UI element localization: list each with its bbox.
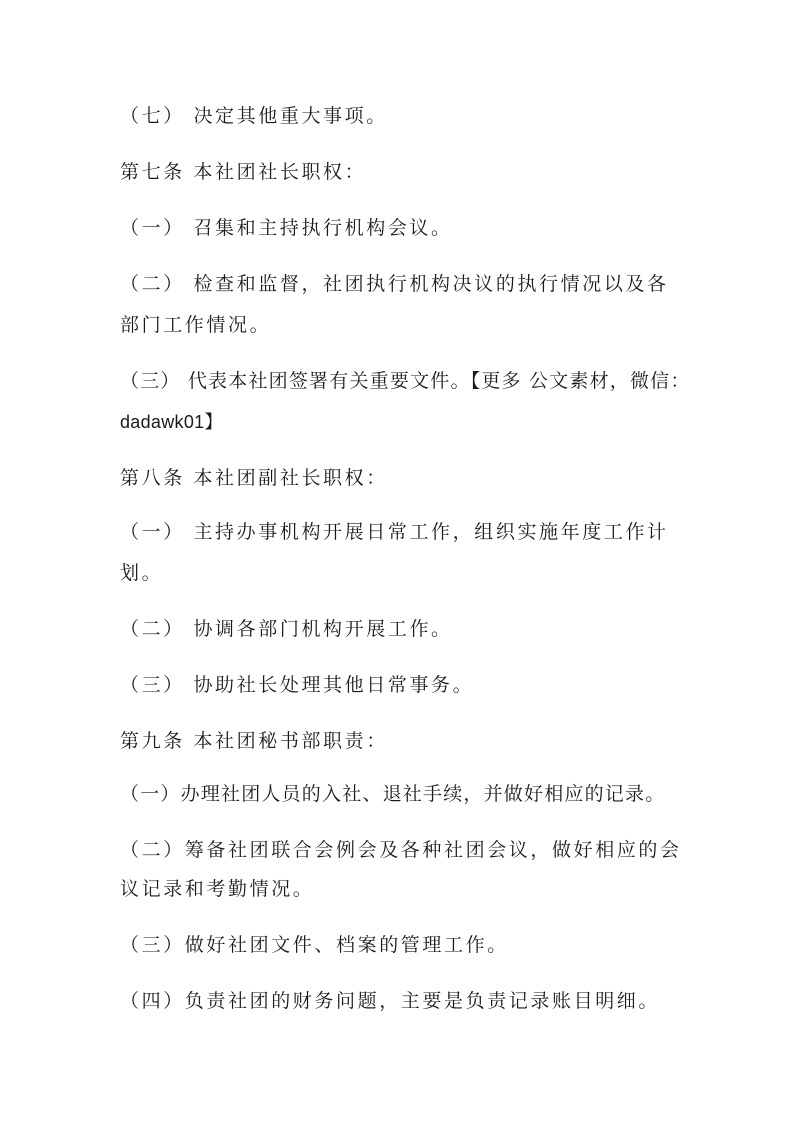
- article-7-item-1: （一） 召集和主持执行机构会议。: [120, 217, 453, 239]
- article-7-item-3: （三） 代表本社团签署有关重要文件。【更多 公文素材，微信：: [120, 370, 691, 392]
- article-9-item-4: （四）负责社团的财务问题，主要是负责记录账目明细。: [120, 990, 661, 1012]
- article-7-item-2: （二） 检查和监督，社团执行机构决议的执行情况以及各: [120, 273, 669, 295]
- article-8-item-1-cont: 划。: [120, 562, 164, 584]
- article-8-item-2: （二） 协调各部门机构开展工作。: [120, 618, 453, 640]
- article-9-heading: 第九条 本社团秘书部职责：: [120, 730, 388, 752]
- article-8-item-1: （一） 主持办事机构开展日常工作，组织实施年度工作计: [120, 521, 669, 543]
- article-9-item-2: （二）筹备社团联合会例会及各种社团会议，做好相应的会: [120, 839, 682, 861]
- article-7-item-3-cont: dadawk01】: [120, 412, 223, 432]
- article-8-heading: 第八条 本社团副社长职权：: [120, 467, 388, 489]
- article-7-item-2-cont: 部门工作情况。: [120, 314, 272, 336]
- article-9-item-2-cont: 议记录和考勤情况。: [120, 878, 315, 900]
- article-8-item-3: （三） 协助社长处理其他日常事务。: [120, 674, 475, 696]
- article-9-item-1: （一）办理社团人员的入社、退社手续，并做好相应的记录。: [120, 783, 666, 805]
- clause-7-item-7: （七） 决定其他重大事项。: [120, 105, 388, 127]
- article-7-heading: 第七条 本社团社长职权：: [120, 161, 367, 183]
- article-9-item-3: （三）做好社团文件、档案的管理工作。: [120, 934, 509, 956]
